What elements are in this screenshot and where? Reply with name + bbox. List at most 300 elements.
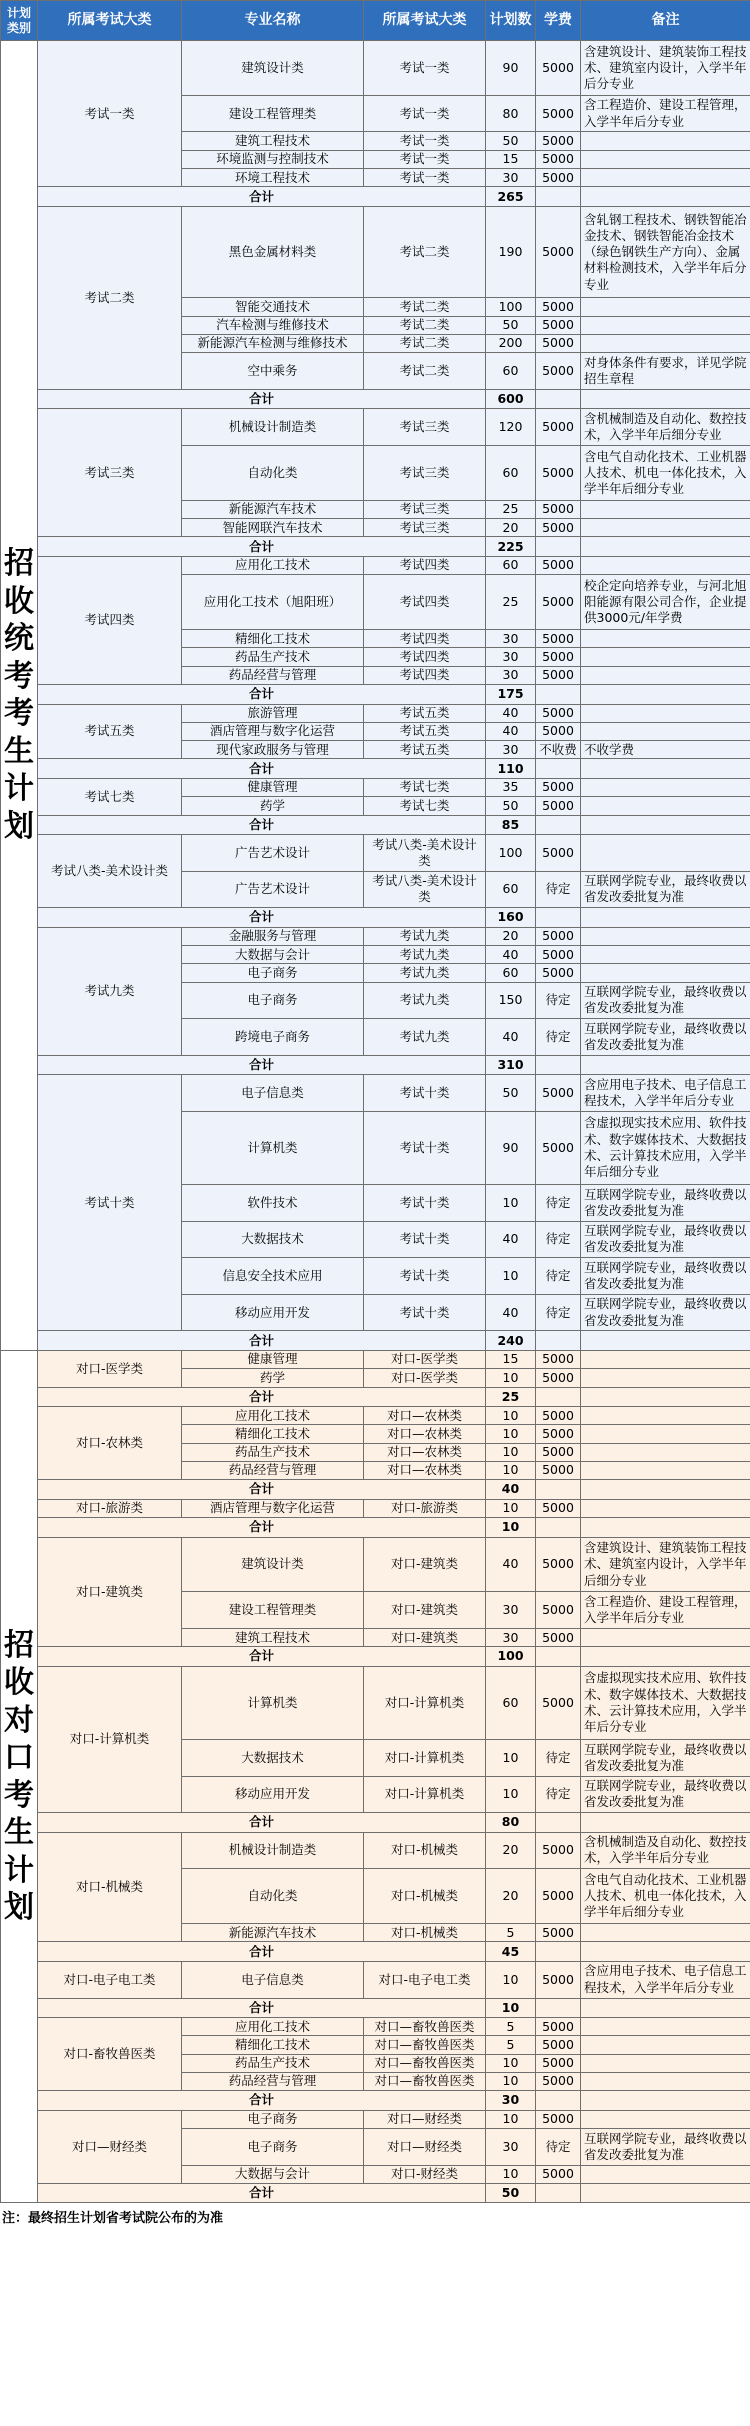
tuition-cell: 5000 [536,945,581,963]
major-name-cell: 移动应用开发 [182,1294,364,1331]
subtotal-row [1,685,750,705]
header-plan-category: 计划类别 [1,1,38,41]
plan-count-cell: 20 [486,519,536,537]
exam-category-cell: 考试四类 [38,556,182,684]
tuition-cell: 5000 [536,1592,581,1629]
remarks-cell [581,1369,750,1387]
major-exam-category-cell: 考试七类 [364,778,486,796]
major-name-cell: 智能网联汽车技术 [182,519,364,537]
major-exam-category-cell: 对口-机械类 [364,1832,486,1869]
plan-count-cell: 10 [486,1776,536,1813]
remarks-cell: 互联网学院专业，最终收费以省发改委批复为准 [581,2129,750,2166]
table-row [1,927,750,945]
remarks-cell [581,519,750,537]
major-name-cell: 自动化类 [182,445,364,500]
subtotal-tuition-empty [536,2183,581,2203]
exam-category-cell: 对口-计算机类 [38,1666,182,1812]
subtotal-remarks-empty [581,908,750,928]
major-exam-category-cell: 对口-医学类 [364,1350,486,1368]
major-name-cell: 药品经营与管理 [182,666,364,684]
major-exam-category-cell: 考试二类 [364,353,486,390]
major-name-cell: 计算机类 [182,1111,364,1184]
major-exam-category-cell: 对口—畜牧兽医类 [364,2072,486,2090]
subtotal-value: 85 [486,815,536,835]
plan-count-cell: 120 [486,409,536,446]
subtotal-value: 80 [486,1813,536,1833]
tuition-cell: 5000 [536,2054,581,2072]
major-name-cell: 药学 [182,797,364,815]
major-name-cell: 电子商务 [182,2110,364,2128]
remarks-cell: 互联网学院专业，最终收费以省发改委批复为准 [581,982,750,1019]
tuition-cell: 5000 [536,2018,581,2036]
major-exam-category-cell: 考试二类 [364,334,486,352]
major-name-cell: 建筑设计类 [182,41,364,96]
major-exam-category-cell: 对口-旅游类 [364,1499,486,1517]
plan-count-cell: 5 [486,1924,536,1942]
table-row [1,1537,750,1592]
plan-count-cell: 25 [486,500,536,518]
header-tuition: 学费 [536,1,581,41]
remarks-cell: 互联网学院专业，最终收费以省发改委批复为准 [581,1739,750,1776]
major-exam-category-cell: 考试二类 [364,316,486,334]
major-name-cell: 新能源汽车技术 [182,1924,364,1942]
plan-count-cell: 10 [486,1185,536,1222]
plan-count-cell: 40 [486,1221,536,1258]
subtotal-value: 45 [486,1942,536,1962]
major-name-cell: 金融服务与管理 [182,927,364,945]
tuition-cell: 待定 [536,2129,581,2166]
plan-count-cell: 100 [486,298,536,316]
subtotal-row [1,2091,750,2111]
remarks-cell [581,648,750,666]
exam-category-cell: 对口-畜牧兽医类 [38,2018,182,2091]
exam-category-cell: 对口-机械类 [38,1832,182,1942]
tuition-cell: 5000 [536,1425,581,1443]
subtotal-row [1,1647,750,1667]
major-exam-category-cell: 对口—农林类 [364,1443,486,1461]
remarks-cell [581,1443,750,1461]
subtotal-remarks-empty [581,1518,750,1538]
major-exam-category-cell: 考试一类 [364,95,486,132]
remarks-cell [581,298,750,316]
major-name-cell: 旅游管理 [182,704,364,722]
tuition-cell: 5000 [536,964,581,982]
tuition-cell: 5000 [536,334,581,352]
header-plan-count: 计划数 [486,1,536,41]
subtotal-label: 合计 [38,1647,486,1667]
major-name-cell: 应用化工技术 [182,1407,364,1425]
plan-count-cell: 50 [486,1075,536,1112]
remarks-cell [581,778,750,796]
subtotal-value: 600 [486,389,536,409]
major-name-cell: 机械设计制造类 [182,1832,364,1869]
major-exam-category-cell: 对口—财经类 [364,2110,486,2128]
tuition-cell: 5000 [536,575,581,630]
table-row [1,2110,750,2128]
remarks-cell [581,927,750,945]
table-row [1,835,750,872]
tuition-cell: 待定 [536,982,581,1019]
tuition-cell: 待定 [536,1294,581,1331]
major-exam-category-cell: 考试五类 [364,722,486,740]
remarks-cell: 含工程造价、建设工程管理，入学半年后分专业 [581,95,750,132]
tuition-cell: 5000 [536,132,581,150]
major-name-cell: 移动应用开发 [182,1776,364,1813]
major-exam-category-cell: 考试一类 [364,169,486,187]
tuition-cell: 5000 [536,1443,581,1461]
major-exam-category-cell: 考试九类 [364,1019,486,1056]
tuition-cell: 待定 [536,1019,581,1056]
remarks-cell [581,1499,750,1517]
subtotal-remarks-empty [581,537,750,557]
subtotal-tuition-empty [536,1387,581,1407]
plan-count-cell: 15 [486,150,536,168]
subtotal-row [1,1387,750,1407]
major-name-cell: 电子商务 [182,982,364,1019]
subtotal-row [1,1480,750,1500]
tuition-cell: 5000 [536,1111,581,1184]
major-exam-category-cell: 考试十类 [364,1258,486,1295]
tuition-cell: 5000 [536,1461,581,1479]
major-exam-category-cell: 考试三类 [364,445,486,500]
major-name-cell: 空中乘务 [182,353,364,390]
subtotal-row [1,1813,750,1833]
subtotal-label: 合计 [38,1518,486,1538]
major-exam-category-cell: 对口—畜牧兽医类 [364,2018,486,2036]
major-name-cell: 大数据与会计 [182,945,364,963]
subtotal-value: 175 [486,685,536,705]
subtotal-label: 合计 [38,1387,486,1407]
remarks-cell [581,2072,750,2090]
tuition-cell: 待定 [536,1739,581,1776]
tuition-cell: 5000 [536,666,581,684]
table-row [1,206,750,298]
major-name-cell: 健康管理 [182,1350,364,1368]
major-name-cell: 应用化工技术 [182,556,364,574]
remarks-cell [581,2018,750,2036]
plan-count-cell: 5 [486,2036,536,2054]
remarks-cell: 互联网学院专业，最终收费以省发改委批复为准 [581,871,750,908]
subtotal-row [1,1942,750,1962]
plan-count-cell: 10 [486,2054,536,2072]
subtotal-remarks-empty [581,1647,750,1667]
major-exam-category-cell: 考试九类 [364,945,486,963]
plan-count-cell: 40 [486,722,536,740]
subtotal-row [1,1055,750,1075]
remarks-cell: 含虚拟现实技术应用、软件技术、数字媒体技术、大数据技术、云计算技术应用，入学半年后细分专业 [581,1111,750,1184]
subtotal-tuition-empty [536,1998,581,2018]
major-name-cell: 精细化工技术 [182,1425,364,1443]
tuition-cell: 5000 [536,150,581,168]
subtotal-label: 合计 [38,1480,486,1500]
plan-count-cell: 10 [486,1425,536,1443]
subtotal-label: 合计 [38,2091,486,2111]
tuition-cell: 5000 [536,519,581,537]
major-name-cell: 现代家政服务与管理 [182,741,364,759]
footnote: 注：最终招生计划省考试院公布的为准 [2,2211,224,2227]
major-name-cell: 药品经营与管理 [182,2072,364,2090]
remarks-cell [581,722,750,740]
major-exam-category-cell: 对口-电子电工类 [364,1961,486,1998]
subtotal-value: 25 [486,1387,536,1407]
tuition-cell: 5000 [536,1869,581,1924]
subtotal-value: 30 [486,2091,536,2111]
tuition-cell: 5000 [536,1350,581,1368]
plan-count-cell: 90 [486,41,536,96]
remarks-cell: 含虚拟现实技术应用、软件技术、数字媒体技术、大数据技术、云计算技术应用，入学半年后分专业 [581,1666,750,1739]
plan-count-cell: 150 [486,982,536,1019]
tuition-cell: 5000 [536,1075,581,1112]
subtotal-tuition-empty [536,187,581,207]
plan-count-cell: 100 [486,835,536,872]
exam-category-cell: 对口-建筑类 [38,1537,182,1647]
major-exam-category-cell: 对口-医学类 [364,1369,486,1387]
subtotal-label: 合计 [38,1998,486,2018]
subtotal-row [1,908,750,928]
remarks-cell [581,1924,750,1942]
subtotal-tuition-empty [536,759,581,779]
subtotal-label: 合计 [38,908,486,928]
major-exam-category-cell: 对口-财经类 [364,2165,486,2183]
plan-count-cell: 40 [486,1019,536,1056]
remarks-cell [581,2165,750,2183]
tuition-cell: 5000 [536,835,581,872]
major-exam-category-cell: 考试八类-美术设计类 [364,835,486,872]
major-exam-category-cell: 考试一类 [364,41,486,96]
remarks-cell: 含工程造价、建设工程管理，入学半年后分专业 [581,1592,750,1629]
major-exam-category-cell: 考试一类 [364,150,486,168]
major-exam-category-cell: 考试三类 [364,500,486,518]
major-name-cell: 药品生产技术 [182,648,364,666]
tuition-cell: 5000 [536,704,581,722]
subtotal-remarks-empty [581,1998,750,2018]
subtotal-remarks-empty [581,759,750,779]
major-exam-category-cell: 对口-机械类 [364,1924,486,1942]
subtotal-remarks-empty [581,1331,750,1351]
table-row [1,1407,750,1425]
table-row [1,556,750,574]
header-remarks: 备注 [581,1,750,41]
remarks-cell [581,1461,750,1479]
table-row [1,704,750,722]
header-major-exam-category: 所属考试大类 [364,1,486,41]
subtotal-tuition-empty [536,815,581,835]
subtotal-label: 合计 [38,759,486,779]
subtotal-row [1,1518,750,1538]
major-name-cell: 建筑工程技术 [182,1628,364,1646]
remarks-cell: 含电气自动化技术、工业机器人技术、机电一体化技术，入学半年后细分专业 [581,1869,750,1924]
remarks-cell [581,630,750,648]
subtotal-tuition-empty [536,1055,581,1075]
remarks-cell: 含应用电子技术、电子信息工程技术，入学半年后分专业 [581,1075,750,1112]
major-exam-category-cell: 考试三类 [364,409,486,446]
plan-count-cell: 10 [486,1739,536,1776]
remarks-cell: 含建筑设计、建筑装饰工程技术、建筑室内设计，入学半年后分专业 [581,41,750,96]
major-exam-category-cell: 考试十类 [364,1221,486,1258]
major-exam-category-cell: 考试四类 [364,630,486,648]
plan-count-cell: 30 [486,630,536,648]
tuition-cell: 5000 [536,1666,581,1739]
subtotal-remarks-empty [581,389,750,409]
major-name-cell: 自动化类 [182,1869,364,1924]
tuition-cell: 待定 [536,1776,581,1813]
major-exam-category-cell: 考试九类 [364,927,486,945]
subtotal-remarks-empty [581,1055,750,1075]
exam-category-cell: 对口-电子电工类 [38,1961,182,1998]
plan-count-cell: 10 [486,1499,536,1517]
subtotal-remarks-empty [581,1942,750,1962]
exam-category-cell: 考试五类 [38,704,182,759]
major-exam-category-cell: 考试五类 [364,741,486,759]
plan-count-cell: 10 [486,2110,536,2128]
major-name-cell: 建设工程管理类 [182,95,364,132]
plan-count-cell: 60 [486,871,536,908]
tuition-cell: 5000 [536,630,581,648]
remarks-cell: 含机械制造及自动化、数控技术，入学半年后细分专业 [581,409,750,446]
tuition-cell: 5000 [536,500,581,518]
remarks-cell: 互联网学院专业，最终收费以省发改委批复为准 [581,1776,750,1813]
exam-category-cell: 对口—财经类 [38,2110,182,2183]
major-name-cell: 软件技术 [182,1185,364,1222]
subtotal-row [1,2183,750,2203]
major-name-cell: 汽车检测与维修技术 [182,316,364,334]
plan-count-cell: 10 [486,2072,536,2090]
table-row [1,778,750,796]
tuition-cell: 5000 [536,648,581,666]
tuition-cell: 不收费 [536,741,581,759]
tuition-cell: 5000 [536,722,581,740]
plan-count-cell: 10 [486,1407,536,1425]
major-name-cell: 广告艺术设计 [182,871,364,908]
subtotal-value: 160 [486,908,536,928]
major-exam-category-cell: 对口—畜牧兽医类 [364,2054,486,2072]
subtotal-label: 合计 [38,1055,486,1075]
plan-count-cell: 40 [486,1537,536,1592]
exam-category-cell: 对口-旅游类 [38,1499,182,1517]
subtotal-remarks-empty [581,1480,750,1500]
major-name-cell: 药学 [182,1369,364,1387]
subtotal-row [1,1998,750,2018]
major-exam-category-cell: 考试四类 [364,648,486,666]
plan-count-cell: 10 [486,1369,536,1387]
remarks-cell [581,835,750,872]
major-name-cell: 药品生产技术 [182,1443,364,1461]
remarks-cell [581,316,750,334]
major-name-cell: 应用化工技术 [182,2018,364,2036]
header-major-name: 专业名称 [182,1,364,41]
major-exam-category-cell: 考试七类 [364,797,486,815]
major-name-cell: 建筑工程技术 [182,132,364,150]
tuition-cell: 5000 [536,2110,581,2128]
plan-count-cell: 40 [486,1294,536,1331]
major-name-cell: 新能源汽车检测与维修技术 [182,334,364,352]
plan-count-cell: 90 [486,1111,536,1184]
remarks-cell: 互联网学院专业，最终收费以省发改委批复为准 [581,1221,750,1258]
remarks-cell [581,556,750,574]
major-exam-category-cell: 考试二类 [364,206,486,298]
remarks-cell: 含应用电子技术、电子信息工程技术，入学半年后分专业 [581,1961,750,1998]
plan-count-cell: 200 [486,334,536,352]
remarks-cell: 含电气自动化技术、工业机器人技术、机电一体化技术，入学半年后细分专业 [581,445,750,500]
plan-count-cell: 30 [486,648,536,666]
exam-category-cell: 对口-医学类 [38,1350,182,1387]
major-exam-category-cell: 考试三类 [364,519,486,537]
plan-count-cell: 80 [486,95,536,132]
plan-count-cell: 10 [486,2165,536,2183]
tuition-cell: 5000 [536,1832,581,1869]
subtotal-row [1,1331,750,1351]
tuition-cell: 5000 [536,169,581,187]
tuition-cell: 5000 [536,1924,581,1942]
header-row [1,1,750,41]
major-name-cell: 广告艺术设计 [182,835,364,872]
subtotal-value: 240 [486,1331,536,1351]
subtotal-label: 合计 [38,815,486,835]
tuition-cell: 5000 [536,1499,581,1517]
subtotal-label: 合计 [38,685,486,705]
subtotal-value: 40 [486,1480,536,1500]
subtotal-remarks-empty [581,685,750,705]
tuition-cell: 5000 [536,206,581,298]
tuition-cell: 5000 [536,353,581,390]
remarks-cell [581,1407,750,1425]
tuition-cell: 5000 [536,409,581,446]
subtotal-value: 50 [486,2183,536,2203]
major-exam-category-cell: 对口-建筑类 [364,1628,486,1646]
plan-count-cell: 40 [486,945,536,963]
major-name-cell: 大数据与会计 [182,2165,364,2183]
subtotal-value: 265 [486,187,536,207]
plan-count-cell: 30 [486,666,536,684]
table-row [1,1961,750,1998]
plan-count-cell: 15 [486,1350,536,1368]
tuition-cell: 待定 [536,1185,581,1222]
remarks-cell [581,964,750,982]
tuition-cell: 5000 [536,556,581,574]
plan-count-cell: 50 [486,132,536,150]
major-name-cell: 新能源汽车技术 [182,500,364,518]
major-exam-category-cell: 对口—财经类 [364,2129,486,2166]
subtotal-value: 225 [486,537,536,557]
major-name-cell: 大数据技术 [182,1739,364,1776]
tuition-cell: 5000 [536,1628,581,1646]
remarks-cell [581,666,750,684]
subtotal-row [1,187,750,207]
plan-count-cell: 60 [486,445,536,500]
tuition-cell: 5000 [536,797,581,815]
major-name-cell: 电子信息类 [182,1961,364,1998]
subtotal-label: 合计 [38,1331,486,1351]
tuition-cell: 待定 [536,871,581,908]
major-exam-category-cell: 考试八类-美术设计类 [364,871,486,908]
remarks-cell: 互联网学院专业，最终收费以省发改委批复为准 [581,1019,750,1056]
plan-count-cell: 10 [486,1443,536,1461]
major-name-cell: 健康管理 [182,778,364,796]
subtotal-label: 合计 [38,1942,486,1962]
table-row [1,409,750,446]
plan-count-cell: 10 [486,1461,536,1479]
table-row [1,1075,750,1112]
subtotal-tuition-empty [536,1647,581,1667]
major-exam-category-cell: 考试十类 [364,1294,486,1331]
plan-count-cell: 30 [486,1592,536,1629]
table-row [1,1666,750,1739]
subtotal-label: 合计 [38,187,486,207]
tuition-cell: 待定 [536,1221,581,1258]
tuition-cell: 5000 [536,445,581,500]
major-exam-category-cell: 考试十类 [364,1185,486,1222]
plan-count-cell: 20 [486,1832,536,1869]
